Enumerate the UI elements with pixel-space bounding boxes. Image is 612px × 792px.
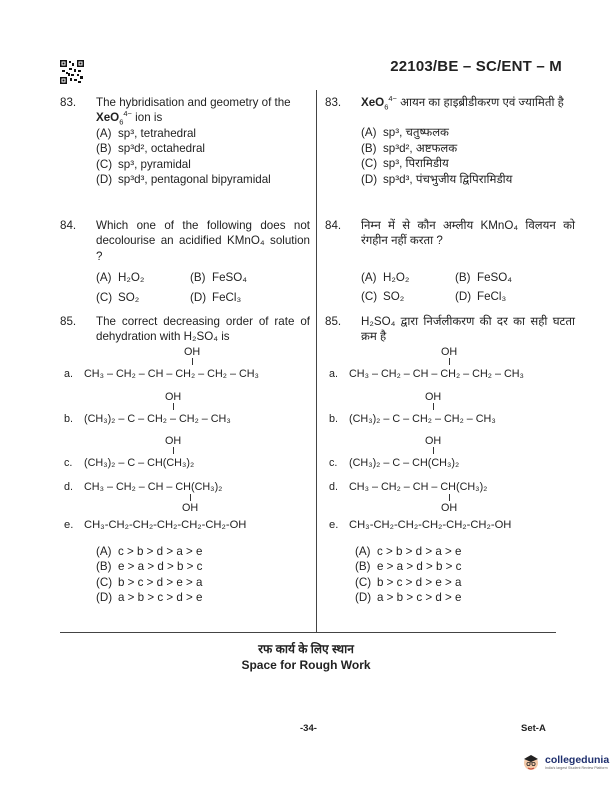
english-column <box>60 95 310 605</box>
question-text: The hybridisation and geometry of the XeO$_6^{4-}$ ion is <box>96 96 291 127</box>
option-a[interactable]: (A) c > b > d > a > e <box>355 544 462 558</box>
question-text: Which one of the following does not decolourise an acidified KMnO₄ solution ? <box>96 219 310 263</box>
option-d[interactable]: (D) a > b > c > d > e <box>355 591 462 605</box>
option-a[interactable]: (A) sp³, चतुष्फलक <box>361 126 449 140</box>
graduate-mascot-icon <box>521 752 541 772</box>
option-c[interactable]: (C) SO₂ <box>361 290 405 304</box>
question-text: निम्न में से कौन अम्लीय KMnO₄ विलयन को रंगहीन नहीं करता ? <box>361 219 575 248</box>
brand-tagline: India's largest Student Review Platform <box>545 766 608 770</box>
question-text: XeO$_6^{4-}$ आयन का हाइब्रीडीकरण एवं ज्यामिती है <box>361 94 564 112</box>
option-d[interactable]: (D) FeCl₃ <box>455 290 507 304</box>
hindi-column <box>325 95 575 605</box>
option-a[interactable]: (A) H₂O₂ <box>361 270 410 284</box>
question-text: The correct decreasing order of rate of dehydration with H₂SO₄ is <box>96 315 310 344</box>
page-number: -34- <box>300 723 317 734</box>
rough-work-hindi: रफ कार्य के लिए स्थान <box>258 642 354 656</box>
structure-b: OH b. (CH₃)₂ – C – CH₂ – CH₂ – CH₃ <box>329 390 496 425</box>
set-label: Set-A <box>521 723 546 734</box>
question-85-en: 85. The correct decreasing order of rate of dehydration with H₂SO₄ is <box>60 315 310 344</box>
brand-logo <box>521 752 609 772</box>
option-a[interactable]: (A) c > b > d > a > e <box>96 544 203 558</box>
option-d[interactable]: (D) FeCl₃ <box>190 290 242 304</box>
question-text: H₂SO₄ द्वारा निर्जलीकरण की दर का सही घटता क्रम है <box>361 315 575 344</box>
question-83-en: 83. The hybridisation and geometry of the XeO$_6^{4-}$ ion is (A) sp³, tetrahedral (B) sp³d², octahedral (C) sp³, pyramidal (D) sp³d³, pentagonal bipyramidal <box>60 95 310 218</box>
option-b[interactable]: (B) FeSO₄ <box>455 270 513 284</box>
option-d[interactable]: (D) sp³d³, पंचभुजीय द्विपिरामिडीय <box>361 172 513 186</box>
structure-a: OH a. CH₃ – CH₂ – CH – CH₂ – CH₂ – CH₃ <box>329 345 524 380</box>
structure-d: d. CH₃ – CH₂ – CH – CH(CH₃)₂ OH <box>64 480 223 514</box>
paper-code: 22103/BE – SC/ENT – M <box>390 58 562 75</box>
option-d[interactable]: (D) sp³d³, pentagonal bipyramidal <box>96 173 271 187</box>
question-83-hi: 83. XeO$_6^{4-}$ आयन का हाइब्रीडीकरण एवं ज्यामिती है (A) sp³, चतुष्फलक (B) sp³d², अष्टफलक (C) sp³, पिरामिडीय (D) sp³d³, पंचभुजीय द्विपिरामिडीय <box>325 95 575 218</box>
question-84-en: 84. Which one of the following does not decolourise an acidified KMnO₄ solution ? (A) H₂O₂ (B) FeSO₄ (C) SO₂ (D) FeCl₃ <box>60 219 310 304</box>
structure-c: OH c. (CH₃)₂ – C – CH(CH₃)₂ <box>329 434 460 469</box>
question-84-hi: 84. निम्न में से कौन अम्लीय KMnO₄ विलयन को रंगहीन नहीं करता ? (A) H₂O₂ (B) FeSO₄ (C) SO₂ (D) FeCl₃ <box>325 219 575 304</box>
option-a[interactable]: (A) sp³, tetrahedral <box>96 126 196 140</box>
option-c[interactable]: (C) sp³, pyramidal <box>96 157 191 171</box>
option-c[interactable]: (C) b > c > d > e > a <box>355 575 462 589</box>
option-b[interactable]: (B) sp³d², octahedral <box>96 142 205 156</box>
option-b[interactable]: (B) FeSO₄ <box>190 271 248 285</box>
option-b[interactable]: (B) e > a > d > b > c <box>355 560 462 574</box>
horizontal-rule <box>60 632 556 633</box>
question-85-hi: 85. H₂SO₄ द्वारा निर्जलीकरण की दर का सही घटता क्रम है <box>325 315 575 344</box>
option-b[interactable]: (B) sp³d², अष्टफलक <box>361 141 458 155</box>
rough-work-english: Space for Rough Work <box>241 658 371 672</box>
option-c[interactable]: (C) b > c > d > e > a <box>96 575 203 589</box>
qr-code-icon <box>60 60 84 84</box>
structure-a: OH a. CH₃ – CH₂ – CH – CH₂ – CH₂ – CH₃ <box>64 345 259 380</box>
option-c[interactable]: (C) SO₂ <box>96 290 140 304</box>
option-b[interactable]: (B) e > a > d > b > c <box>96 560 203 574</box>
structure-b: OH b. (CH₃)₂ – C – CH₂ – CH₂ – CH₃ <box>64 390 231 425</box>
brand-name: collegedunia <box>545 754 610 766</box>
structure-d: d. CH₃ – CH₂ – CH – CH(CH₃)₂ OH <box>329 480 488 514</box>
structure-c: OH c. (CH₃)₂ – C – CH(CH₃)₂ <box>64 434 195 469</box>
structure-e: e. CH₃-CH₂-CH₂-CH₂-CH₂-CH₂-OH <box>329 518 512 531</box>
option-c[interactable]: (C) sp³, पिरामिडीय <box>361 157 449 171</box>
structure-e: e. CH₃-CH₂-CH₂-CH₂-CH₂-CH₂-OH <box>64 518 247 531</box>
option-d[interactable]: (D) a > b > c > d > e <box>96 591 203 605</box>
column-divider <box>316 90 317 632</box>
option-a[interactable]: (A) H₂O₂ <box>96 271 145 285</box>
